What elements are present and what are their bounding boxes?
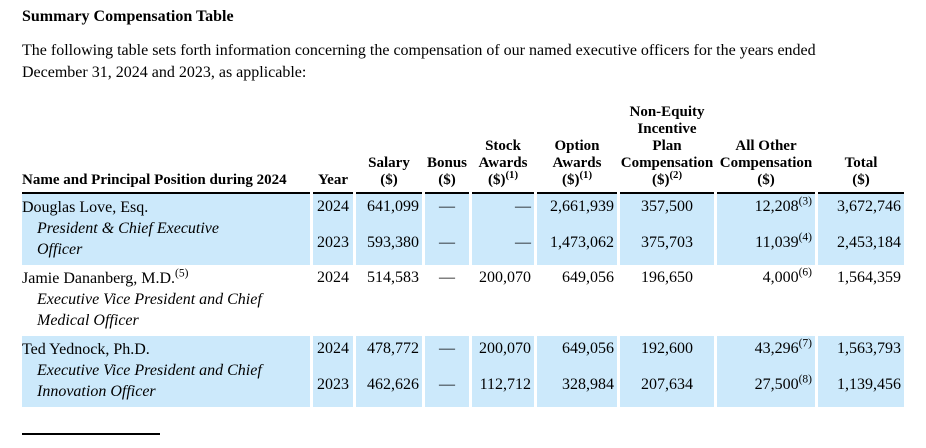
salary-cell: 462,626 <box>356 372 422 408</box>
header-row <box>22 104 904 194</box>
footnote-ref: (8) <box>798 373 812 386</box>
page-title: Summary Compensation Table <box>22 8 234 25</box>
year-cell: 2023 <box>313 372 353 408</box>
option-awards-cell: 649,056 <box>562 269 614 286</box>
bonus-cell: — <box>439 269 455 286</box>
column-header-name: Name and Principal Position during 2024 <box>22 104 310 194</box>
salary-cell: 593,380 <box>356 230 422 266</box>
column-header-non-equity-incentive: Non-Equity Incentive Plan Compensation ($)$^{(2)}$ <box>620 104 714 194</box>
column-header-salary: Salary ($) <box>356 104 422 194</box>
total-cell: 3,672,746 <box>818 194 904 230</box>
bonus-cell: — <box>425 230 469 266</box>
column-header-all-other-compensation: All Other Compensation ($) <box>717 104 815 194</box>
footnote-ref: (6) <box>798 266 812 279</box>
option-awards-cell: 2,661,939 <box>537 194 617 230</box>
non-equity-cell: 207,634 <box>620 372 714 408</box>
all-other-compensation-cell: 43,296$^{(7)}$ <box>717 336 815 372</box>
officer-title: President & Chief Executive Officer <box>37 220 220 258</box>
non-equity-cell: 357,500 <box>620 194 714 230</box>
total-cell: 2,453,184 <box>818 230 904 266</box>
footnote-ref: (3) <box>798 195 812 208</box>
stock-awards-cell: 200,070 <box>472 336 534 372</box>
column-header-stock-awards: Stock Awards ($)$^{(1)}$ <box>472 104 534 194</box>
column-header-bonus: Bonus ($) <box>425 104 469 194</box>
officer-name-cell <box>22 336 310 407</box>
officer-title: Executive Vice President and Chief Innovation Officer <box>37 362 262 400</box>
intro-paragraph: The following table sets forth information concerning the compensation of our named executive officers for the years ended December 31, 2024 and 2023, as applicable: <box>22 42 816 81</box>
year-cell: 2023 <box>313 230 353 266</box>
officer-title: Executive Vice President and Chief Medical Officer <box>37 291 262 329</box>
footnote-ref: (1) <box>505 169 519 181</box>
all-other-compensation-cell: 12,208$^{(3)}$ <box>717 194 815 230</box>
column-header-total: Total ($) <box>818 104 904 194</box>
footnote-ref: (4) <box>798 231 812 244</box>
stock-awards-cell: — <box>472 230 534 266</box>
footnote-ref: (1) <box>579 169 593 181</box>
bonus-cell: — <box>425 336 469 372</box>
year-cell: 2024 <box>313 194 353 230</box>
year-cell: 2024 <box>317 269 349 286</box>
column-header-option-awards: Option Awards ($)$^{(1)}$ <box>537 104 617 194</box>
option-awards-cell: 328,984 <box>537 372 617 408</box>
salary-cell: 514,583 <box>367 269 419 286</box>
bonus-cell: — <box>425 372 469 408</box>
salary-cell: 478,772 <box>356 336 422 372</box>
total-cell: 1,139,456 <box>818 372 904 408</box>
officer-name: Jamie Dananberg, M.D.$^{(5)}$ <box>22 267 189 287</box>
total-cell: 1,564,359 <box>837 269 901 286</box>
option-awards-cell: 1,473,062 <box>537 230 617 266</box>
officer-name-cell <box>22 194 310 265</box>
salary-cell: 641,099 <box>356 194 422 230</box>
bonus-cell: — <box>425 194 469 230</box>
officer-name-cell <box>22 265 310 336</box>
stock-awards-cell: — <box>472 194 534 230</box>
column-header-year: Year <box>313 104 353 194</box>
table-row <box>22 265 904 336</box>
non-equity-cell: 196,650 <box>641 269 693 286</box>
footnote-ref: (2) <box>669 169 683 181</box>
footnote-ref: (5) <box>175 267 189 280</box>
all-other-compensation-cell: 4,000$^{(6)}$ <box>762 266 812 286</box>
all-other-compensation-cell: 27,500$^{(8)}$ <box>717 372 815 408</box>
total-cell: 1,563,793 <box>818 336 904 372</box>
summary-compensation-table <box>19 104 907 407</box>
officer-name: Ted Yednock, Ph.D. <box>22 341 150 358</box>
officer-name: Douglas Love, Esq. <box>22 199 149 216</box>
footnote-separator <box>22 433 160 435</box>
year-cell: 2024 <box>313 336 353 372</box>
table-row <box>22 336 904 372</box>
table-row <box>22 194 904 230</box>
all-other-compensation-cell: 11,039$^{(4)}$ <box>717 230 815 266</box>
non-equity-cell: 375,703 <box>620 230 714 266</box>
non-equity-cell: 192,600 <box>620 336 714 372</box>
footnote-ref: (7) <box>798 337 812 350</box>
stock-awards-cell: 200,070 <box>479 269 531 286</box>
stock-awards-cell: 112,712 <box>472 372 534 408</box>
option-awards-cell: 649,056 <box>537 336 617 372</box>
